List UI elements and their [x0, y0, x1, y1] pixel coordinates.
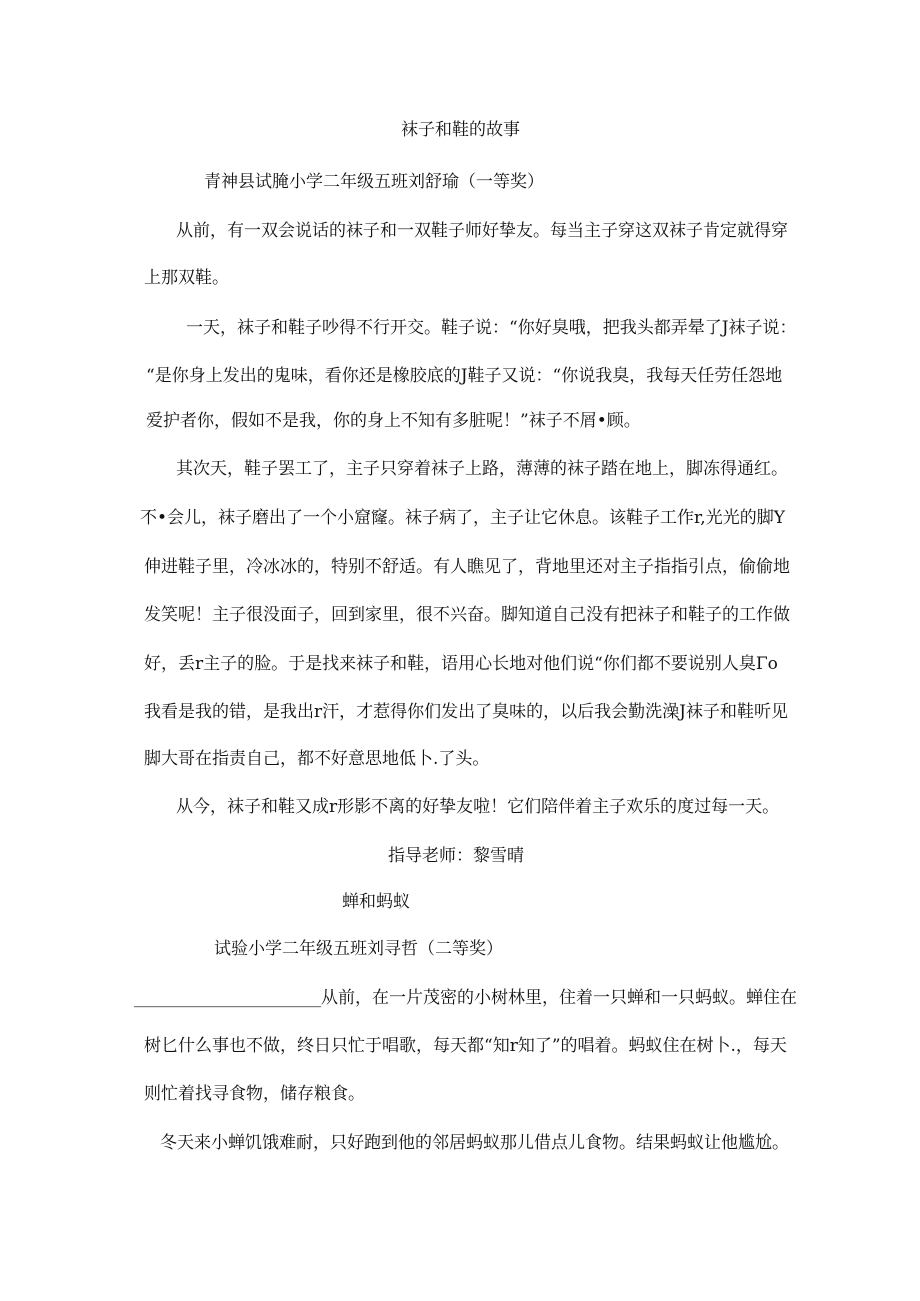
story-title: 袜子和鞋的故事	[401, 120, 520, 140]
paragraph-text: 从前，在一片茂密的小树林里，住着一只蝉和一只蚂蚁。蝉住在	[321, 988, 797, 1008]
paragraph-line: “是你身上发出的鬼味，看你还是橡胶底的J鞋子又说：“你说我臭，我每天任劳任怨地	[146, 366, 783, 386]
paragraph-line: 好，丢r主子的脸。于是找来袜子和鞋，语用心长地对他们说“你们都不要说别人臭Γo	[144, 654, 778, 674]
paragraph-line: 冬天来小蝉饥饿难耐，只好跑到他的邻居蚂蚁那儿借点儿食物。结果蚂蚁让他尴尬。	[160, 1133, 789, 1153]
paragraph-line: 从今，袜子和鞋又成r形影不离的好挚友啦！它们陪伴着主子欢乐的度过每一天。	[176, 797, 780, 817]
paragraph-line: 不•会儿，袜子磨出了一个小窟窿。袜子病了，主子让它休息。该鞋子工作r,光光的脚Y	[140, 508, 785, 528]
paragraph-line: 从前，有一双会说话的袜子和一双鞋子师好挚友。每当主子穿这双袜子肯定就得穿	[176, 221, 788, 241]
paragraph-line: 则忙着找寻食物，储存粮食。	[144, 1084, 365, 1104]
teacher-credit: 指导老师：黎雪晴	[388, 846, 524, 866]
paragraph-line: 爱护者你，假如不是我，你的身上不知有多脏呢！”袜子不屑•顾。	[146, 411, 641, 431]
story-byline: 青神县试腌小学二年级五班刘舒瑜（一等奖）	[204, 172, 544, 192]
story-title: 蝉和蚂蚁	[342, 892, 410, 912]
paragraph-line: 发笑呢！主子很没面子，回到家里，很不兴奋。脚知道自己没有把袜子和鞋子的工作做	[144, 605, 790, 625]
blank-underline: ______________________	[134, 988, 321, 1008]
paragraph-line: 上那双鞋。	[144, 268, 229, 288]
paragraph-line: 其次天，鞋子罢工了，主子只穿着袜子上路，薄薄的袜子踏在地上，脚冻得通红。	[176, 459, 788, 479]
paragraph-line: 我看是我的错，是我出r汗，才惹得你们发出了臭味的，以后我会勤洗澡J袜子和鞋听见	[144, 702, 788, 722]
paragraph-line: 一天，袜子和鞋子吵得不行开交。鞋子说：“你好臭哦，把我头都弄晕了J袜子说：	[186, 318, 797, 338]
paragraph-line: 树匕什么事也不做，终日只忙于唱歌，每天都“知r知了”的唱着。蚂蚁住在树卜.，每天	[144, 1036, 787, 1056]
story-byline: 试验小学二年级五班刘寻哲（二等奖）	[214, 939, 503, 959]
paragraph-line	[134, 990, 797, 1007]
paragraph-line: 脚大哥在指责自己，都不好意思地低卜.了头。	[144, 749, 490, 769]
paragraph-line: 伸进鞋子里，冷冰冰的，特别不舒适。有人瞧见了，背地里还对主子指指引点，偷偷地	[144, 557, 790, 577]
